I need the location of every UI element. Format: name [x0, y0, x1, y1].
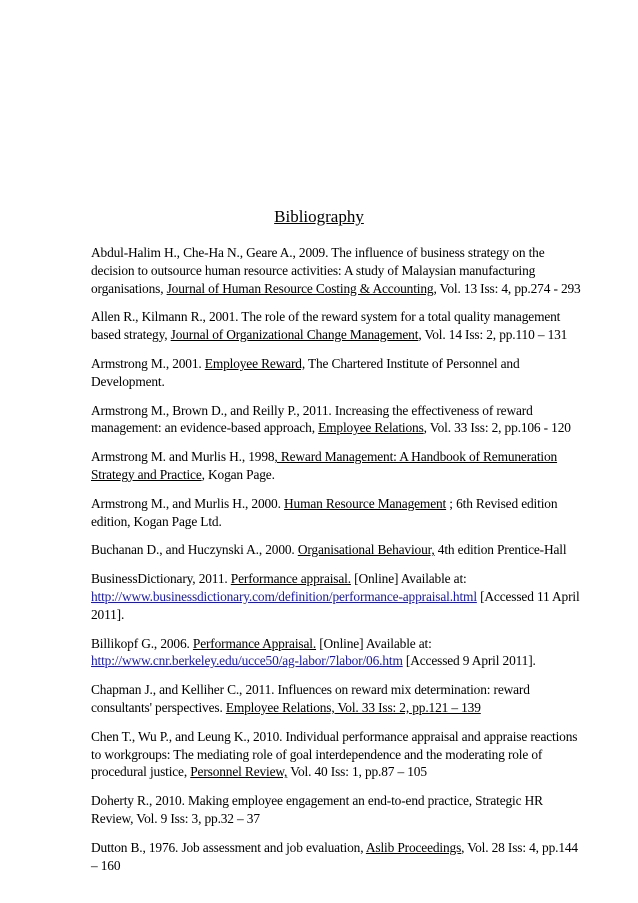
entry-text: Buchanan D., and Huczynski A., 2000. — [91, 542, 298, 558]
bibliography-entry — [91, 495, 581, 531]
bibliography-entry — [91, 244, 581, 297]
entry-source: Employee Relations — [318, 420, 424, 436]
entry-text: Armstrong M., 2001. — [91, 355, 205, 371]
entry-text: Armstrong M., Brown D., and Reilly P., 2011. Increasing the effectiveness of reward management: an evidence-based approach, — [91, 402, 533, 436]
entry-details: 4th edition Prentice-Hall — [434, 542, 567, 558]
bibliography-entry — [91, 355, 581, 391]
entry-details: ; 6th Revised edition edition, Kogan Page Ltd. — [91, 495, 558, 529]
entry-details: [Accessed 11 April 2011]. — [91, 588, 580, 622]
entry-source: Employee Relations, Vol. 33 Iss: 2, pp.121 – 139 — [225, 699, 481, 715]
entry-details: , Vol. 28 Iss: 4, pp.144 – 160 — [91, 839, 578, 873]
entry-source: Journal of Human Resource Costing & Accounting — [166, 280, 434, 296]
entry-text: BusinessDictionary, 2011. — [91, 571, 231, 587]
entry-online-label: [Online] Available at: — [316, 635, 432, 651]
bibliography-list — [91, 244, 581, 885]
entry-details: , Vol. 14 Iss: 2, pp.110 – 131 — [418, 327, 568, 343]
bibliography-entry — [91, 402, 581, 438]
bibliography-entry — [91, 681, 581, 717]
entry-online-label: [Online] Available at: — [350, 571, 467, 587]
bibliography-entry — [91, 792, 581, 828]
bibliography-entry — [91, 839, 581, 875]
bibliography-entry — [91, 728, 581, 781]
entry-source: Performance appraisal. — [230, 571, 351, 587]
entry-text: Chen T., Wu P., and Leung K., 2010. Individual performance appraisal and appraise reactions to workgroups: The mediating role of goal interdependence and the moderating role of procedural justice, — [91, 728, 578, 780]
entry-text: Armstrong M. and Murlis H., 1998 — [91, 449, 275, 465]
entry-source: Organisational Behaviour, — [297, 542, 435, 558]
entry-details: , Kogan Page. — [201, 466, 275, 482]
bibliography-entry — [91, 541, 581, 559]
page-title: Bibliography — [274, 207, 364, 226]
entry-text: Chapman J., and Kelliher C., 2011. Influences on reward mix determination: reward consultants' perspectives. — [91, 682, 530, 715]
entry-source: Journal of Organizational Change Management — [170, 327, 419, 343]
bibliography-entry — [91, 635, 581, 671]
entry-url-link[interactable]: http://www.businessdictionary.com/definition/performance-appraisal.html — [91, 588, 477, 604]
entry-source: Human Resource Management — [284, 495, 447, 511]
entry-source: Personnel Review, — [190, 764, 288, 780]
entry-details: The Chartered Institute of Personnel and Development. — [91, 355, 520, 389]
entry-source: Aslib Proceedings — [365, 839, 462, 855]
entry-details: Vol. 40 Iss: 1, pp.87 – 105 — [287, 764, 427, 780]
entry-text: Armstrong M., and Murlis H., 2000. — [91, 495, 285, 511]
entry-text: Abdul-Halim H., Che-Ha N., Geare A., 2009. The influence of business strategy on the decision to outsource human resource activities: A study of Malaysian manufacturing organisations, — [91, 245, 545, 296]
entry-source: , Reward Management: A Handbook of Remuneration Strategy and Practice — [91, 449, 558, 482]
bibliography-entry — [91, 308, 581, 344]
entry-source: Performance Appraisal. — [192, 635, 317, 651]
entry-text: Dutton B., 1976. Job assessment and job evaluation, — [91, 839, 366, 855]
entry-text: Billikopf G., 2006. — [91, 635, 193, 651]
entry-text: Doherty R., 2010. Making employee engagement an end-to-end practice, Strategic HR Review, Vol. 9 Iss: 3, pp.32 – 37 — [91, 793, 543, 826]
entry-text: Allen R., Kilmann R., 2001. The role of the reward system for a total quality management based strategy, — [91, 309, 561, 343]
entry-source: Employee Reward, — [204, 355, 306, 371]
bibliography-entry — [91, 570, 581, 623]
bibliography-entry — [91, 448, 581, 484]
entry-details: , Vol. 33 Iss: 2, pp.106 - 120 — [423, 420, 571, 436]
entry-details: , Vol. 13 Iss: 4, pp.274 - 293 — [433, 280, 581, 296]
entry-url-link[interactable]: http://www.cnr.berkeley.edu/ucce50/ag-labor/7labor/06.htm — [91, 653, 403, 669]
entry-details: [Accessed 9 April 2011]. — [402, 653, 536, 669]
